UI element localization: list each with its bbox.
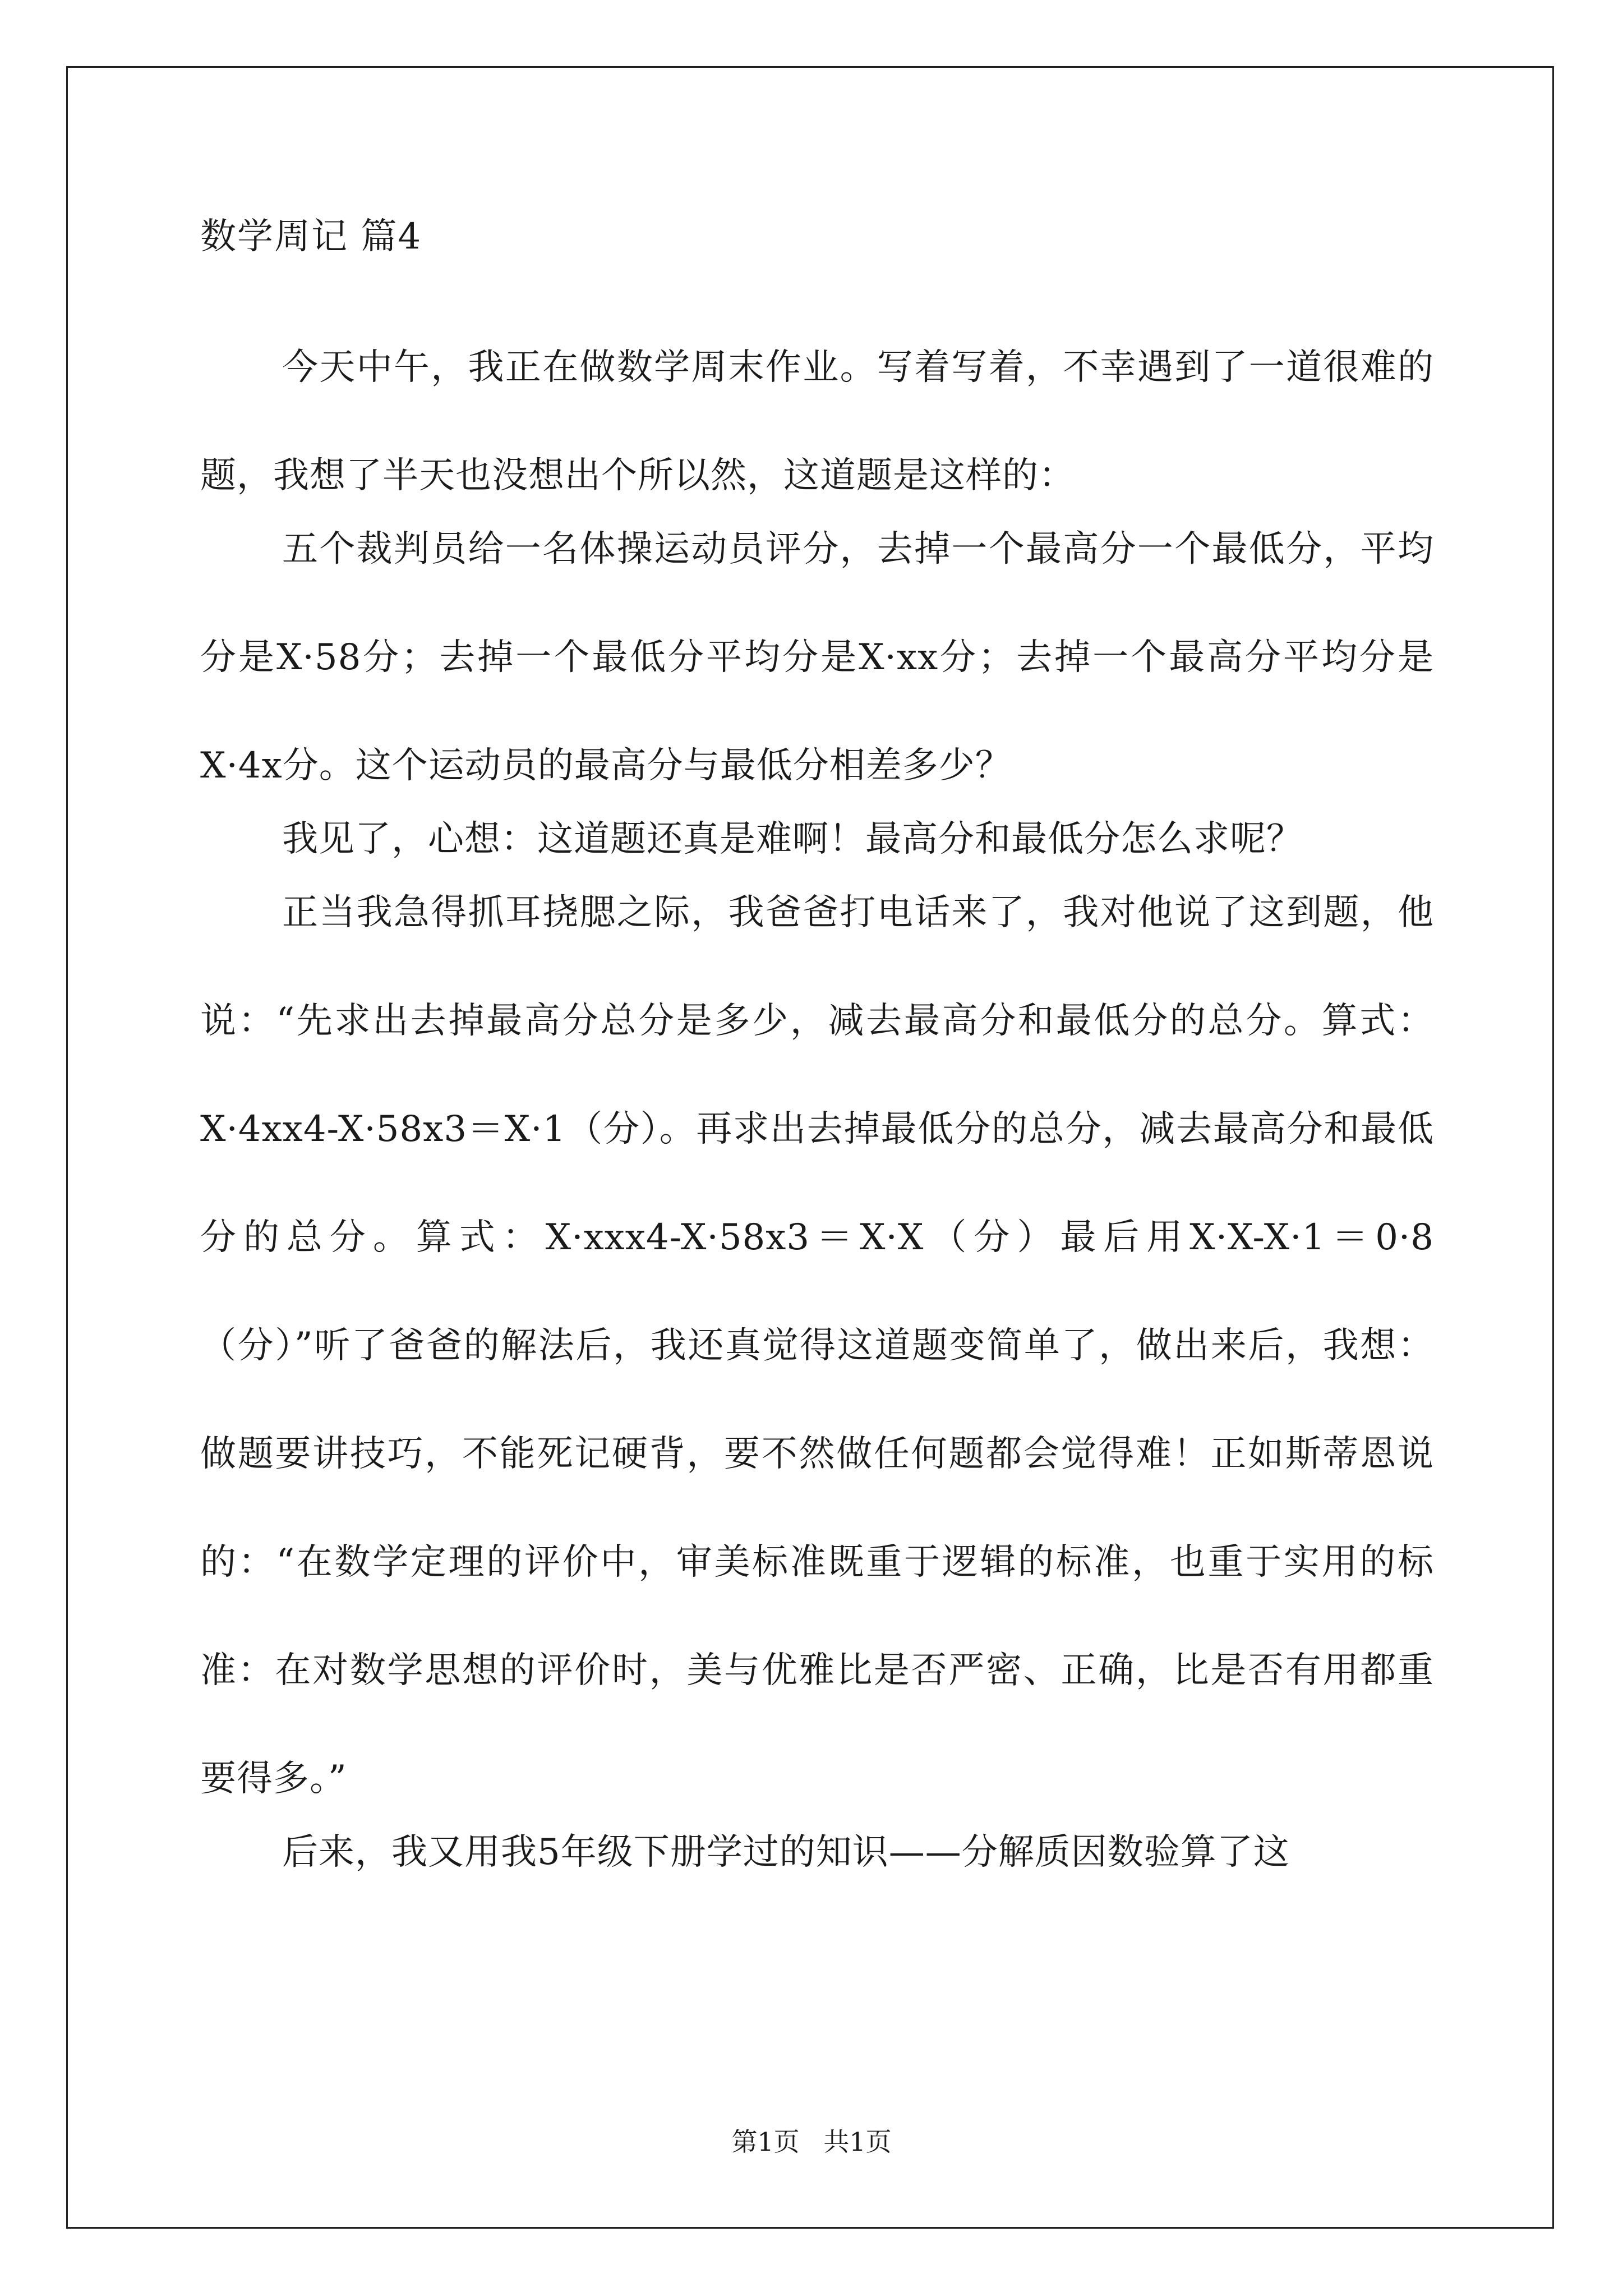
paragraph-5: 后来，我又用我5年级下册学过的知识——分解质因数验算了这 [282, 1832, 1290, 1873]
paragraph-2: 五个裁判员给一名体操运动员评分，去掉一个最高分一个最低分，平均分是X·58分；去掉一个最低分平均分是X·xx分；去掉一个最高分平均分是X·4x分。这个运动员的最高分与最低分相差多少？ [200, 528, 1434, 786]
paragraph-4: 正当我急得抓耳挠腮之际，我爸爸打电话来了，我对他说了这到题，他说：“先求出去掉最高分总分是多少，减去最高分和最低分的总分。算式：X·4xx4-X·58x3＝X·1（分）。再求出去掉最低分的总分，减去最高分和最低分的总分。算式：X·xxx4-X·58x3＝X·X（分）最后用X·X-X·1＝0·8（分）”听了爸爸的解法后，我还真觉得这道题变简单了，做出来后，我想：做题要讲技巧，不能死记硬背，要不然做任何题都会觉得难！正如斯蒂恩说的：“在数学定理的评价中，审美标准既重于逻辑的标准，也重于实用的标准：在对数学思想的评价时，美与优雅比是否严密、正确，比是否有用都重要得多。” [200, 892, 1434, 1800]
paragraph-1: 今天中午，我正在做数学周末作业。写着写着，不幸遇到了一道很难的题，我想了半天也没想出个所以然，这道题是这样的： [200, 347, 1434, 496]
page-footer [0, 2129, 1623, 2155]
page-number: 第1页 [731, 2127, 800, 2157]
page-total: 共1页 [823, 2127, 892, 2157]
paragraph-3: 我见了，心想：这道题还真是难啊！最高分和最低分怎么求呢？ [282, 818, 1303, 860]
document-body [200, 216, 1434, 1907]
document-title: 数学周记 篇4 [200, 216, 422, 257]
